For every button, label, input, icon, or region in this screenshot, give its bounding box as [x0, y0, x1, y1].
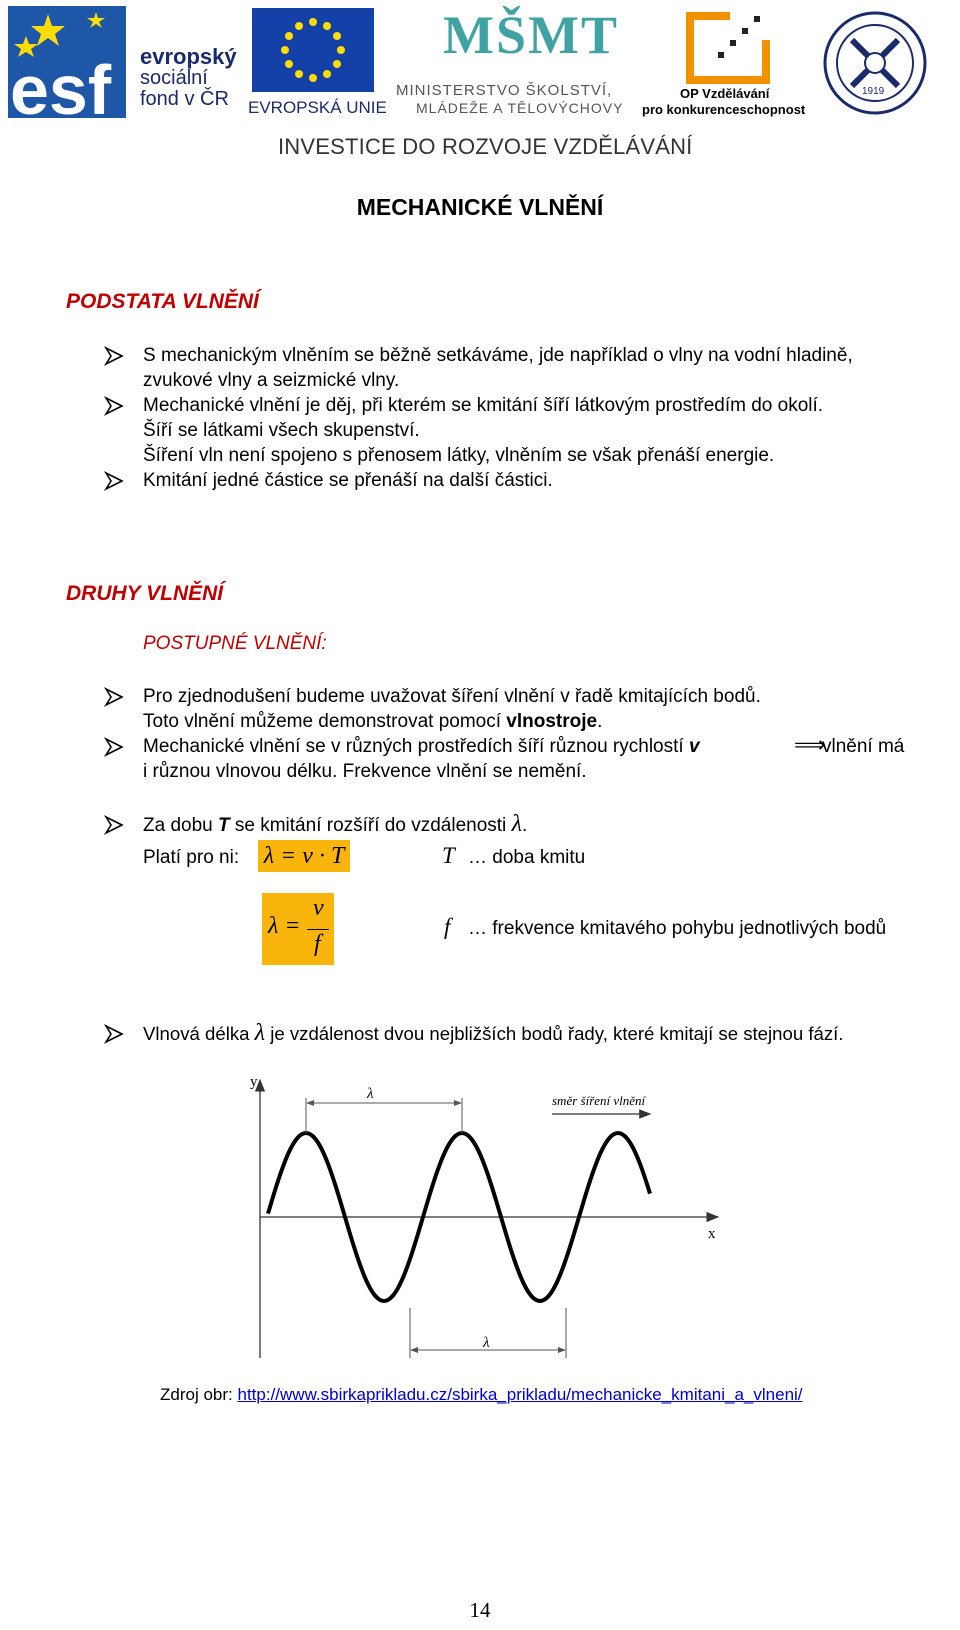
source-line	[160, 1385, 803, 1405]
wave-diagram	[230, 1068, 730, 1363]
s2-p2-line1-end: vlnění má	[822, 736, 905, 757]
arrowhead-bullet-icon	[104, 815, 124, 835]
seal-year: 1919	[862, 86, 885, 97]
plati-label: Platí pro ni:	[143, 847, 240, 868]
s2-p4-text-a: Vlnová délka	[143, 1023, 255, 1044]
esf-line2: sociální	[140, 67, 208, 89]
implies-arrow-icon: ⟹	[794, 732, 826, 757]
s2-p1-line2	[143, 709, 602, 734]
s1-item-2: Mechanické vlnění je děj, při kterém se kmitání šíří látkovým prostředím do okolí.	[143, 395, 824, 416]
s2-p1-text: Toto vlnění můžeme demonstrovat pomocí	[143, 711, 507, 732]
s2-p4-text-b: je vzdálenost dvou nejbližších bodů řady, které kmitají se stejnou fází.	[265, 1023, 844, 1044]
msmt-line1: MINISTERSTVO ŠKOLSTVÍ,	[396, 82, 613, 99]
formula2-denominator: f	[314, 931, 321, 957]
esf-line1: evropský	[140, 44, 237, 69]
banner-text: INVESTICE DO ROZVOJE VZDĚLÁVÁNÍ	[278, 134, 693, 159]
s2-p1-bold: vlnostroje	[506, 711, 598, 732]
op-logo-graphic	[672, 8, 792, 84]
arrowhead-bullet-icon	[104, 1024, 124, 1044]
s2-p3	[143, 812, 527, 838]
s2-p1-line1: Pro zjednodušení budeme uvažovat šíření vlnění v řadě kmitajících bodů.	[143, 686, 761, 707]
s2-p3-text-a: Za dobu	[143, 815, 218, 836]
formula-lambda-v-over-f	[262, 893, 334, 965]
T-description: … doba kmitu	[468, 847, 586, 868]
page-title: MECHANICKÉ VLNĚNÍ	[356, 194, 604, 220]
s2-p2-line2: i různou vlnovou délku. Frekvence vlnění se nemění.	[143, 761, 587, 782]
page-number: 14	[469, 1598, 491, 1622]
op-line1: OP Vzdělávání	[680, 86, 770, 101]
s2-p3-text-b: se kmitání rozšíří do vzdálenosti	[229, 815, 512, 836]
s2-p3-lambda: λ	[511, 811, 522, 837]
x-axis-label: x	[708, 1226, 716, 1242]
esf-mark-text: esf	[10, 51, 112, 118]
s1-item-3: Šíření vln není spojeno s přenosem látky, vlněním se však přenáší energie.	[143, 445, 775, 466]
direction-label: směr šíření vlnění	[552, 1093, 646, 1108]
eu-caption: EVROPSKÁ UNIE	[248, 98, 387, 117]
arrowhead-bullet-icon	[104, 687, 124, 707]
university-seal-icon	[822, 10, 928, 116]
s1-item-2-cont: Šíří se látkami všech skupenství.	[143, 420, 420, 441]
section-heading-druhy: DRUHY VLNĚNÍ	[66, 582, 224, 605]
eu-logo	[248, 8, 387, 118]
source-label: Zdroj obr:	[160, 1385, 238, 1404]
formula2-lhs: λ =	[268, 913, 301, 939]
s2-p3-period: .	[521, 815, 528, 836]
s2-p2-line1	[143, 734, 700, 759]
seal-logo	[822, 10, 928, 116]
formula-lambda-vT: λ = v · T	[258, 840, 350, 872]
op-logo	[642, 8, 806, 118]
f-symbol: f	[444, 914, 451, 939]
subsection-heading-postupne: POSTUPNÉ VLNĚNÍ:	[143, 633, 327, 654]
section-heading-podstata: PODSTATA VLNĚNÍ	[66, 290, 259, 313]
arrowhead-bullet-icon	[104, 737, 124, 757]
top-lambda-label: λ	[367, 1086, 374, 1102]
msmt-mark: MŠMT	[443, 5, 619, 65]
s1-item-1-cont: zvukové vlny a seizmické vlny.	[143, 370, 400, 391]
s1-item-1: S mechanickým vlněním se běžně setkáváme, jde například o vlny na vodní hladině,	[143, 345, 853, 366]
s2-p4	[143, 1021, 843, 1046]
arrowhead-bullet-icon	[104, 471, 124, 491]
source-link[interactable]: http://www.sbirkaprikladu.cz/sbirka_prikladu/mechanicke_kmitani_a_vlneni/	[237, 1385, 803, 1404]
fraction-bar	[307, 929, 329, 930]
op-line2: pro konkurenceschopnost	[642, 102, 806, 117]
arrowhead-bullet-icon	[104, 346, 124, 366]
formula2-numerator: v	[313, 895, 324, 921]
eu-flag-icon	[252, 8, 374, 92]
s2-p2-v: v	[688, 736, 700, 757]
s2-p2-text: Mechanické vlnění se v různých prostředích šíří různou rychlostí	[143, 736, 689, 757]
s2-p3-T: T	[218, 815, 230, 836]
s2-p4-lambda: λ	[254, 1020, 266, 1046]
y-axis-label: y	[250, 1074, 258, 1090]
T-symbol: T	[442, 843, 455, 868]
esf-line3: fond v ČR	[140, 88, 229, 110]
bottom-lambda-label: λ	[483, 1335, 490, 1351]
esf-logo	[8, 6, 237, 118]
msmt-line2: MLÁDEŽE A TĚLOVÝCHOVY	[416, 100, 624, 116]
f-description: … frekvence kmitavého pohybu jednotlivých bodů	[468, 918, 887, 939]
s1-item-4: Kmitání jedné částice se přenáší na další částici.	[143, 470, 553, 491]
arrowhead-bullet-icon	[104, 396, 124, 416]
msmt-logo	[388, 4, 633, 118]
s2-p1-period: .	[597, 711, 603, 732]
